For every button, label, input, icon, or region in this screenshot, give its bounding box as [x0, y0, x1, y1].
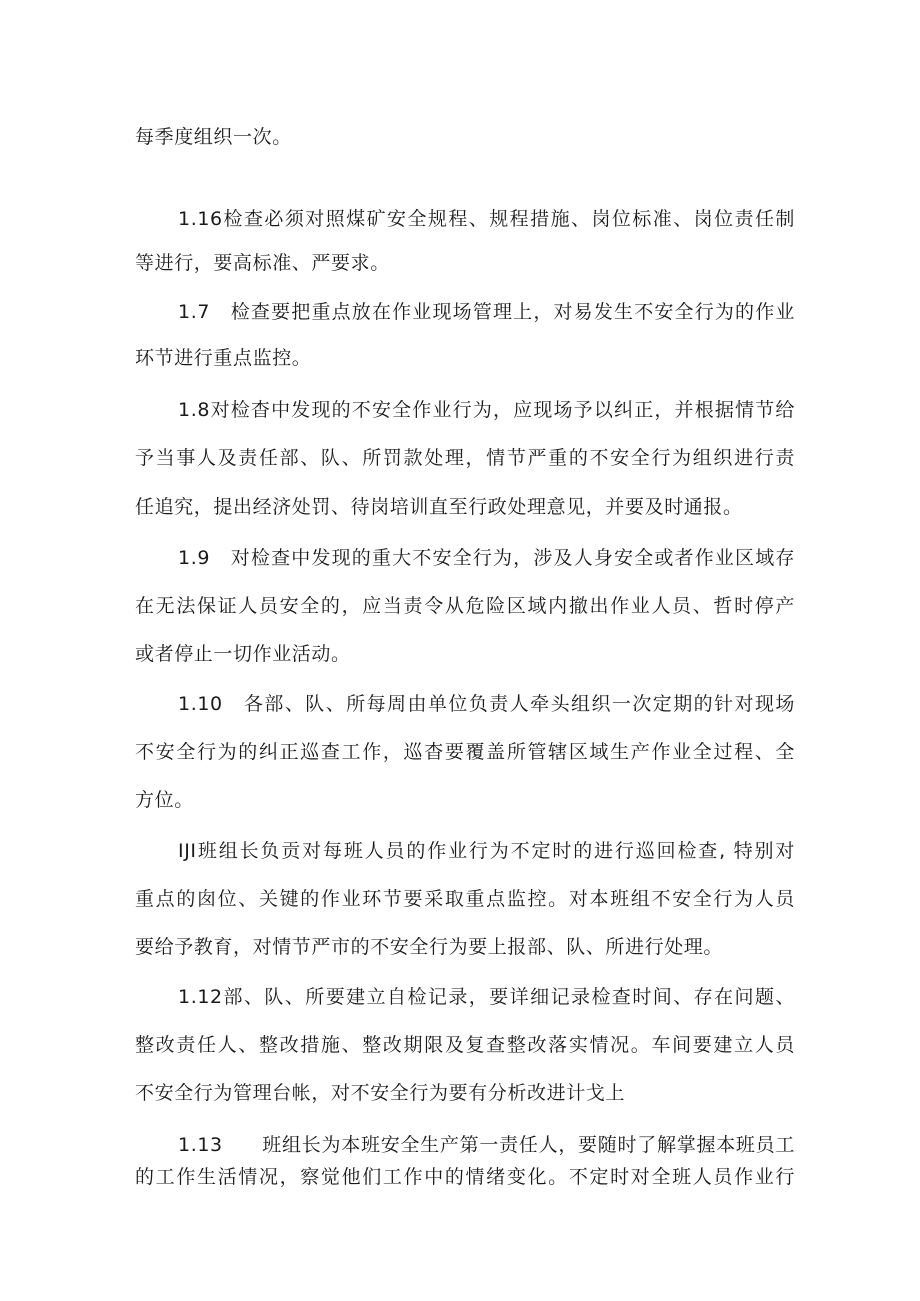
- text-line: 1.9 对检查中发现的重大不安全行为，涉及人身安全或者作业区域存: [178, 547, 795, 569]
- text-line: 不安全行为管理台帐，对不安全行为要有分析改进计戈上: [135, 1082, 626, 1104]
- text-line: 1.8对检杳中发现的不安全作业行为，应现场予以纠正，并根据情节给: [178, 399, 795, 421]
- text-line: 1.13 班组长为本班安全生产第一责任人，要随时了解掌握本班员工: [178, 1134, 795, 1156]
- text-line: 1.7 检查要把重点放在作业现场管理上，对易发生不安全行为的作业: [178, 301, 795, 323]
- text-line: 环节进行重点监控。: [135, 347, 312, 369]
- text-line: 要给予教育，对情节严市的不安全行为要上报部、队、所进行处理。: [135, 936, 724, 958]
- text-line: 整改责任人、整改措施、整改期限及复查整改落实情况。车间要建立人员: [135, 1034, 795, 1056]
- text-line: 方位。: [135, 789, 194, 811]
- text-line: 的工作生活情况，察觉他们工作中的情绪变化。不定时对全班人员作业行: [135, 1166, 795, 1188]
- text-line: 1.10 各部、队、所每周由单位负责人牵头组织一次定期的针对现场: [178, 693, 795, 715]
- text-line: 在无法保证人员安全的，应当责令从危险区域内撤出作业人员、哲时停产: [135, 595, 795, 617]
- text-line: IJI班组长负贡对每班人员的作业行为不定时的进行巡回检查, 特别对: [178, 840, 795, 862]
- text-line: 1.16检查必须对照煤矿安全规程、规程措施、岗位标准、岗位责任制: [178, 208, 795, 230]
- text-line: 1.12部、队、所要建立自检记录，要详细记录检查时间、存在问题、: [178, 986, 795, 1008]
- text-line: 等进行，要高标准、严要求。: [135, 252, 390, 274]
- text-line: 任追究，提出经济处罚、待岗培训直至行政处理意见，并要及时通报。: [135, 496, 743, 518]
- text-line: 重点的囱位、关键的作业环节要采取重点监控。对本班组不安全行为人员: [135, 888, 795, 910]
- text-line: 予当事人及责任部、队、所罚款处理，情节严重的不安全行为组织进行责: [135, 447, 795, 469]
- text-line: 或者停止一切作业活动。: [135, 643, 351, 665]
- text-line: 每季度组织一次。: [135, 126, 292, 148]
- text-line: 不安全行为的纠正巡查工作，巡杳要覆盖所管辖区域生产作业全过程、全: [135, 741, 795, 763]
